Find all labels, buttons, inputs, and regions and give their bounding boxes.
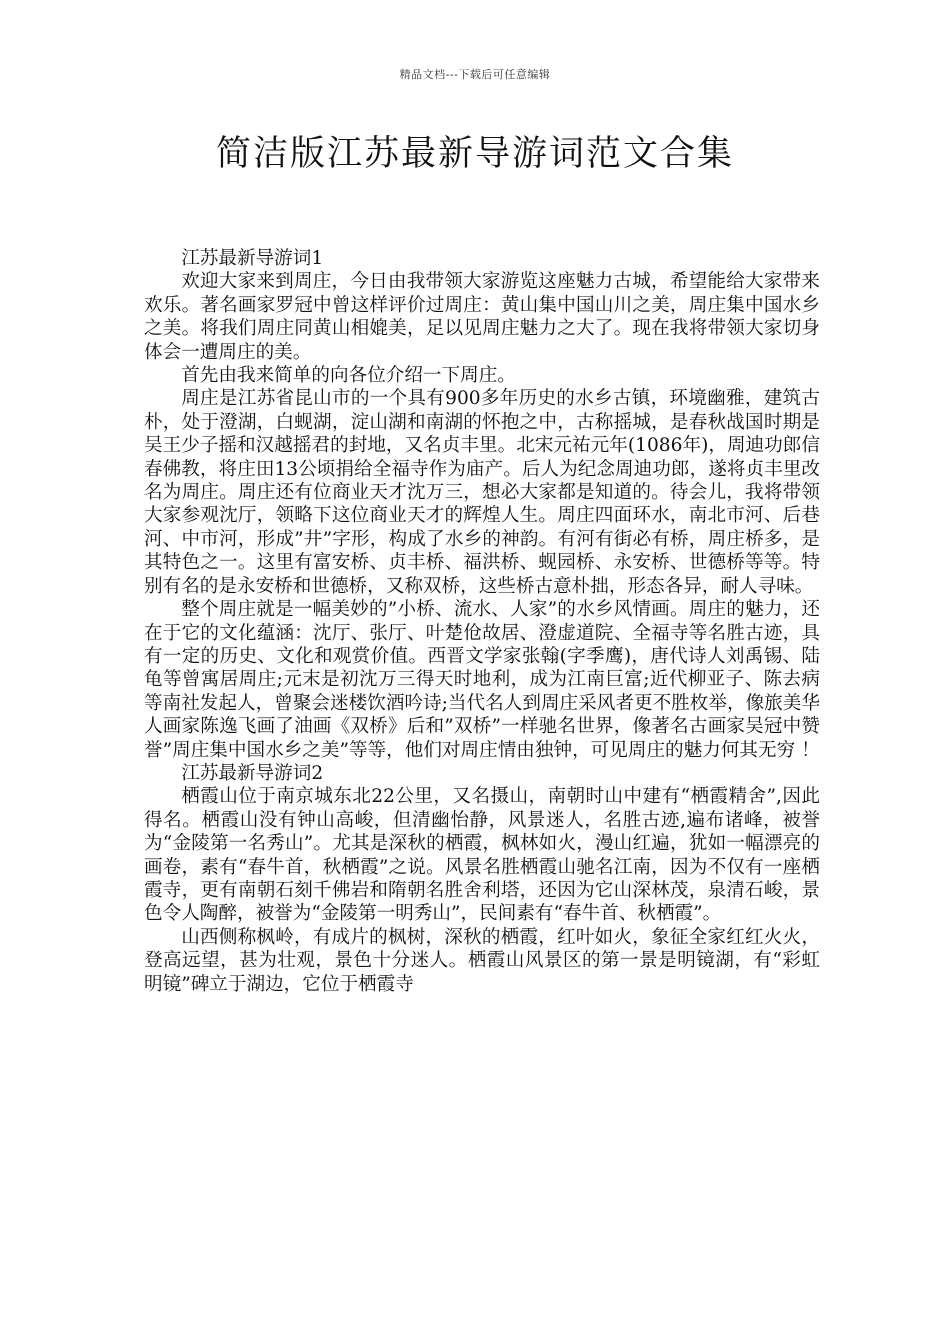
- section-heading-2: 江苏最新导游词2: [181, 762, 324, 784]
- paragraph: 周庄是江苏省昆山市的一个具有900多年历史的水乡古镇，环境幽雅，建筑古朴，处于澄湖，白蚬湖，淀山湖和南湖的怀抱之中，古称摇城，是春秋战国时期是吴王少子摇和汉越摇君的封地，又名贞丰里。北宋元祐元年(1086年)，周迪功郎信春佛教，将庄田13公顷捐给全福寺作为庙产。后人为纪念周迪功郎，遂将贞丰里改名为周庄。周庄还有位商业天才沈万三，想必大家都是知道的。待会儿，我将带领大家参观沈厅，领略下这位商业天才的辉煌人生。周庄四面环水，南北市河、后巷河、中市河，形成”井”字形，构成了水乡的神韵。有河有街必有桥，周庄桥多，是其特色之一。这里有富安桥、贞丰桥、福洪桥、蚬园桥、永安桥、世德桥等等。特别有名的是永安桥和世德桥，又称双桥，这些桥古意朴拙，形态各异，耐人寻味。: [144, 388, 820, 597]
- document-body: [144, 247, 820, 996]
- paragraph: 整个周庄就是一幅美妙的”小桥、流水、人家”的水乡风情画。周庄的魅力，还在于它的文化蕴涵：沈厅、张厅、叶楚伧故居、澄虚道院、全福寺等名胜古迹，具有一定的历史、文化和观赏价值。西晋文学家张翰(字季鹰)，唐代诗人刘禹锡、陆龟等曾寓居周庄;元末是初沈万三得天时地利，成为江南巨富;近代柳亚子、陈去病等南社发起人，曾聚会迷楼饮酒吟诗;当代名人到周庄采风者更不胜枚举，像旅美华人画家陈逸飞画了油画《双桥》后和”双桥”一样驰名世界，像著名古画家吴冠中赞誉”周庄集中国水乡之美”等等，他们对周庄情由独钟，可见周庄的魅力何其无穷 ！: [144, 599, 820, 761]
- paragraph: 首先由我来简单的向各位介绍一下周庄。: [181, 365, 516, 387]
- document-title: 简洁版江苏最新导游词范文合集: [215, 134, 734, 174]
- header-note: 精品文档---下载后可任意编辑: [399, 68, 551, 81]
- section-heading-1: 江苏最新导游词1: [181, 248, 324, 269]
- paragraph: 欢迎大家来到周庄，今日由我带领大家游览这座魅力古城，希望能给大家带来欢乐。著名画家罗冠中曾这样评价过周庄：黄山集中国山川之美，周庄集中国水乡之美。将我们周庄同黄山相媲美，足以见周庄魅力之大了。现在我将带领大家切身体会一遭周庄的美。: [144, 271, 820, 363]
- paragraph: 山西侧称枫岭，有成片的枫树，深秋的栖霞，红叶如火，象征全家红红火火，登高远望，甚为壮观，景色十分迷人。栖霞山风景区的第一景是明镜湖，有“彩虹明镜”碑立于湖边，它位于栖霞寺: [144, 926, 820, 995]
- paragraph: 栖霞山位于南京城东北22公里，又名摄山，南朝时山中建有“栖霞精舍”,因此得名。栖霞山没有钟山高峻，但清幽怡静，风景迷人，名胜古迹,遍布诸峰，被誉为“金陵第一名秀山”。尤其是深秋的栖霞，枫林如火，漫山红遍，犹如一幅漂亮的画卷，素有“春牛首，秋栖霞”之说。风景名胜栖霞山驰名江南，因为不仅有一座栖霞寺，更有南朝石刻千佛岩和隋朝名胜舍利塔，还因为它山深林茂，泉清石峻，景色令人陶醉，被誉为“金陵第一明秀山”，民间素有“春牛首、秋栖霞”。: [144, 786, 820, 925]
